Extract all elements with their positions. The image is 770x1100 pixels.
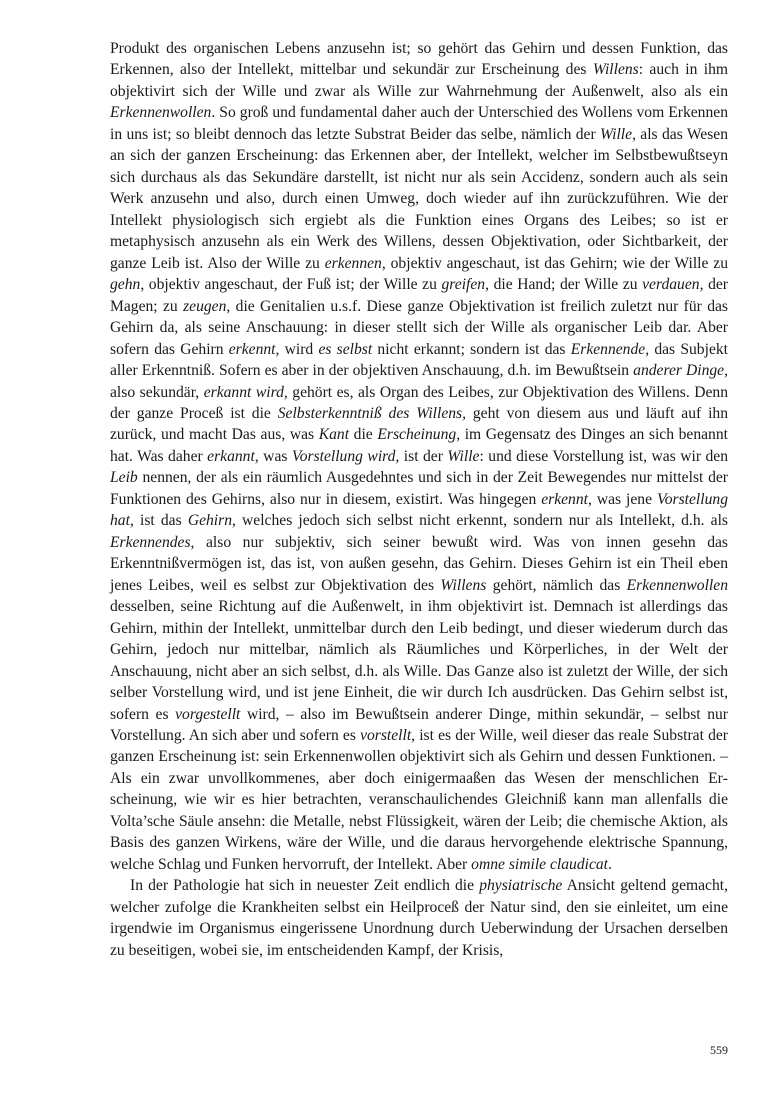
text-run: , im Gegensatz des Dinges an sich benannt hat. Was daher	[110, 426, 728, 465]
text-run: nicht erkannt; sondern ist das	[372, 340, 571, 358]
text-run: Produkt des organischen Lebens anzusehn ist; so gehört das Gehirn und dessen Funktion, das Erkennen, also der Intellekt, mittelbar und sekundär zur Erscheinung des	[110, 40, 728, 79]
emphasized-text: Erkennenwollen	[110, 104, 212, 122]
emphasized-text: Erscheinung	[377, 426, 457, 444]
text-run: , was	[254, 447, 292, 465]
text-run: geht von diesem aus und läuft auf ihn zurück, und macht Das aus, was	[110, 404, 729, 444]
emphasized-text: physiatrische	[479, 877, 563, 895]
text-run: also sekundär,	[110, 383, 204, 401]
paragraph-1	[110, 38, 728, 875]
emphasized-text: Vorstellung wird,	[291, 447, 400, 465]
emphasized-text: omne simile claudicat	[471, 855, 609, 873]
text-run: gehört, nämlich das	[486, 576, 627, 594]
emphasized-text: erkannt	[207, 447, 255, 465]
emphasized-text: Vorstellung hat	[110, 490, 728, 530]
text-run: : und diese Vorstellung ist, was wir den	[479, 447, 729, 465]
text-run: .	[608, 855, 612, 873]
text-run: wird, – also im Bewußtsein anderer Dinge, mithin sekundär, – selbst nur Vorstellung. An sich aber und sofern es	[110, 705, 728, 744]
text-run: , was jene	[587, 490, 657, 508]
text-run: : auch in ihm objektivirt sich der Wille und zwar als Wille zur Wahrnehmung der Außenwelt, also als ein	[110, 61, 728, 100]
text-run: , die Hand; der Wille zu	[485, 276, 643, 294]
emphasized-text: vorstellt	[360, 727, 412, 744]
text-run: desselben, seine Richtung auf die Außenwelt, in ihm objektivirt ist. Demnach ist allerdings das Gehirn, mithin der Intellekt, unmittelbar durch den Leib bedingt, und dieser wiederum durch das Gehirn, jedoch nur mittelbar, nämlich als Räumliches und Körperliches, in der Welt der Anschauung, nicht aber an sich selbst, d.h. als Wille. Das Ganze also ist zuletzt der Wille, der sich selber Vorstellung wird, und ist jene Einheit, die wir durch Ich ausdrücken. Das Gehirn selbst ist, sofern es	[110, 598, 728, 723]
text-run: die	[349, 426, 378, 444]
emphasized-text: Selbsterkenntniß des Willens,	[277, 404, 467, 422]
page-body	[110, 38, 728, 961]
emphasized-text: gehn	[110, 276, 141, 294]
emphasized-text: Leib	[110, 469, 138, 487]
text-run: , objektiv angeschaut, ist das Gehirn; wie der Wille zu	[381, 254, 729, 272]
emphasized-text: Erkennendes	[110, 533, 191, 551]
text-run: , als das Wesen an sich der ganzen Erscheinung: das Erkennen aber, der Intellekt, welcher im Selbstbewußtseyn sich durchaus als das Sekundäre darstellt, ist nicht nur als sein Accidenz, sondern auch als sein Werk anzusehn und also, durch einen Umweg, doch wieder auf ihn zurückzuführen. Wie der Intellekt physiologisch sich ergiebt als die Funktion eines Organs des Leibes; so ist er metaphysisch anzusehn als ein Werk des Willens, dessen Objektivation, oder Sichtbarkeit, der ganze Leib ist. Also der Wille zu	[110, 125, 729, 272]
text-run: , ist das	[129, 512, 188, 530]
emphasized-text: Willens	[440, 576, 487, 594]
text-run: , also nur subjektiv, sich seiner bewußt wird. Was von innen gesehn das Erkenntnißvermögen ist, das ist, von außen gesehn, das Gehirn. Dieses Gehirn ist ein Theil eben jenes Leibes, weil es selbst zur Objektivation des	[110, 533, 728, 594]
emphasized-text: vorgestellt	[175, 705, 241, 723]
emphasized-text: zeugen	[183, 297, 227, 315]
text-run: , wird	[275, 340, 319, 358]
text-run: ist der	[399, 447, 448, 465]
text-run: , der Magen; zu	[110, 276, 728, 315]
paragraph-2	[110, 875, 728, 961]
text-run: , die Genitalien u.s.f. Diese ganze Objektivation ist freilich zuletzt nur für das Gehirn da, als seine Anschauung: in dieser stellt sich der Wille als organischer Leib dar. Aber sofern das Gehirn	[110, 297, 728, 358]
emphasized-text: erkennt	[228, 340, 276, 358]
text-run: , das Subjekt aller Erkenntniß. Sofern es aber in der objektiven Anschauung, d.h. im Bewußtsein	[110, 340, 728, 380]
emphasized-text: verdauen	[642, 276, 700, 294]
emphasized-text: Kant	[318, 426, 350, 444]
text-run: In der Pathologie hat sich in neuester Zeit endlich die	[130, 877, 480, 895]
text-run: Ansicht geltend gemacht, welcher zufolge die Krankheiten selbst ein Heilproceß der Natur sind, den sie einleitet, um eine irgendwie im Organismus eingerissene Unordnung durch Ueberwindung der Ursachen derselben zu beseitigen, wobei sie, im entscheidenden Kampf, der Krisis,	[110, 877, 728, 959]
emphasized-text: erkannt wird,	[203, 383, 288, 401]
emphasized-text: erkennen	[324, 254, 382, 272]
emphasized-text: Erkennenwollen	[626, 576, 728, 594]
emphasized-text: Erkennende	[570, 340, 646, 358]
text-run: . So groß und fundamental daher auch der Unterschied des Wollens vom Erkennen in uns ist; so bleibt dennoch das letzte Substrat Beider das selbe, nämlich der	[110, 104, 728, 143]
text-run: gehört es, als Organ des Leibes, zur Objektivation des Willens. Denn der ganze Proceß ist die	[110, 383, 729, 422]
text-run: , objektiv angeschaut, der Fuß ist; der Wille zu	[140, 276, 442, 294]
page-number: 559	[710, 1043, 728, 1057]
emphasized-text: anderer Dinge,	[633, 362, 728, 380]
text-run: nennen, der als ein räumlich Ausgedehntes und sich in der Zeit Bewegendes nur mittelst der Funktionen des Gehirns, also nur in diesem, existirt. Was hingegen	[110, 469, 728, 508]
emphasized-text: Willens	[592, 61, 639, 79]
text-run: , ist es der Wille, weil dieser das reale Substrat der ganzen Erscheinung ist: sein Erkennenwollen objektivirt sich als Gehirn und dessen Funktionen. – Als ein zwar unvollkommenes, aber doch einigermaaßen das Wesen der menschlichen Erscheinung, wie wir es hier betrachten, veranschaulichendes Gleichniß kann man allenfalls die Volta’sche Säule ansehn: die Metalle, nebst Flüssigkeit, wären der Leib; die chemische Aktion, als Basis des ganzen Wirkens, wäre der Wille, und die daraus hervorgehende elektrische Spannung, welche Schlag und Funken hervorruft, der Intellekt. Aber	[110, 727, 728, 873]
emphasized-text: erkennt	[541, 490, 588, 508]
emphasized-text: es selbst	[318, 340, 373, 358]
emphasized-text: Wille	[447, 447, 480, 465]
text-run: , welches jedoch sich selbst nicht erkennt, sondern nur als Intellekt, d.h. als	[232, 512, 728, 530]
emphasized-text: Wille	[600, 125, 633, 143]
emphasized-text: greifen	[441, 276, 486, 294]
emphasized-text: Gehirn	[187, 512, 232, 530]
